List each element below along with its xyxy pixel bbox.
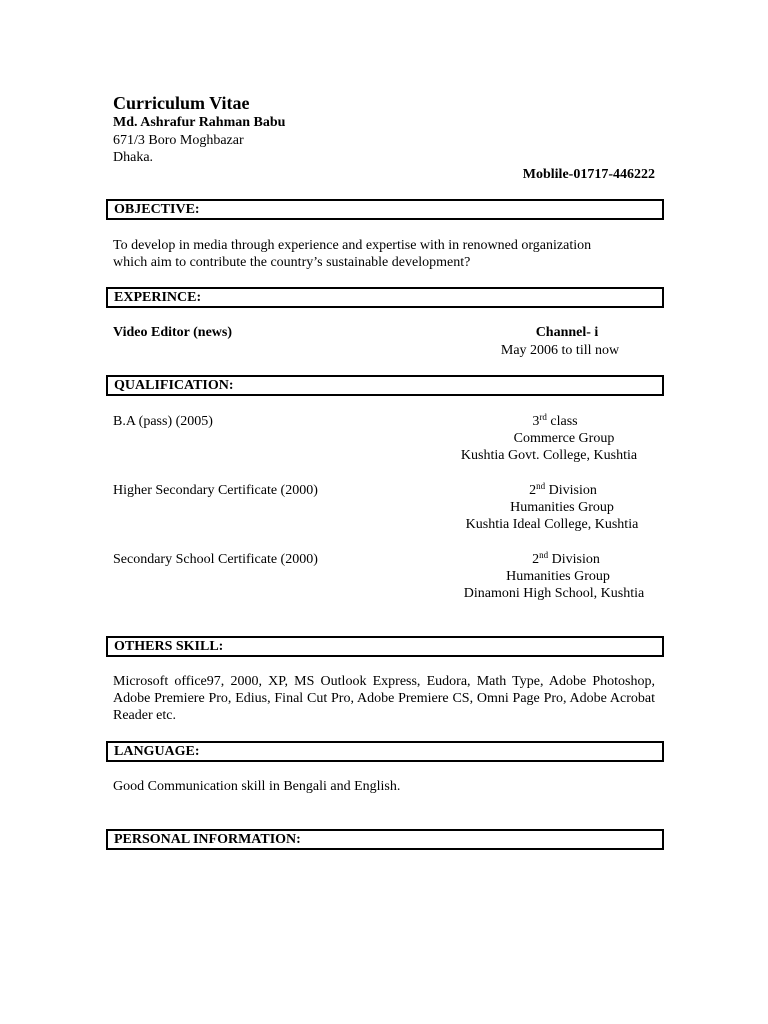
section-experience bbox=[106, 287, 664, 308]
skills-text: Microsoft office97, 2000, XP, MS Outlook Express, Eudora, Math Type, Adobe Photoshop, Adobe Premiere Pro, Edius, Final Cut Pro, Adobe Premiere CS, Omni Page Pro, Adobe Acrobat Reader etc. bbox=[113, 674, 655, 723]
section-heading: EXPERINCE: bbox=[114, 290, 202, 305]
objective-line-2: which aim to contribute the country’s sustainable development? bbox=[113, 255, 471, 270]
qualification-degree: B.A (pass) (2005) bbox=[113, 414, 213, 429]
address-line-1: 671/3 Boro Moghbazar bbox=[113, 133, 244, 148]
qualification-degree: Secondary School Certificate (2000) bbox=[113, 552, 318, 567]
address-line-2: Dhaka. bbox=[113, 150, 154, 165]
objective-line-1: To develop in media through experience and expertise with in renowned organization bbox=[113, 238, 592, 253]
section-others-skill bbox=[106, 636, 664, 657]
language-text: Good Communication skill in Bengali and English. bbox=[113, 779, 401, 794]
experience-company: Channel- i bbox=[535, 325, 599, 340]
section-qualification bbox=[106, 375, 664, 396]
qualification-institution: Dinamoni High School, Kushtia bbox=[463, 586, 645, 601]
section-heading: PERSONAL INFORMATION: bbox=[114, 832, 301, 847]
section-heading: LANGUAGE: bbox=[114, 744, 200, 759]
mobile-number: Moblile-01717-446222 bbox=[522, 167, 655, 182]
qualification-result: 2nd Division bbox=[529, 481, 597, 498]
section-personal-information bbox=[106, 829, 664, 850]
section-heading: OBJECTIVE: bbox=[114, 202, 200, 217]
qualification-group: Humanities Group bbox=[506, 569, 610, 584]
qualification-result: 2nd Division bbox=[532, 550, 600, 567]
section-heading: QUALIFICATION: bbox=[114, 378, 234, 393]
qualification-result: 3rd class bbox=[532, 412, 578, 429]
document-title: Curriculum Vitae bbox=[113, 93, 250, 113]
experience-period: May 2006 to till now bbox=[500, 343, 620, 358]
experience-role: Video Editor (news) bbox=[113, 325, 232, 340]
section-heading: OTHERS SKILL: bbox=[114, 639, 224, 654]
section-objective bbox=[106, 199, 664, 220]
qualification-group: Humanities Group bbox=[510, 500, 614, 515]
qualification-institution: Kushtia Ideal College, Kushtia bbox=[465, 517, 639, 532]
qualification-institution: Kushtia Govt. College, Kushtia bbox=[460, 448, 638, 463]
applicant-name: Md. Ashrafur Rahman Babu bbox=[113, 115, 286, 130]
section-language bbox=[106, 741, 664, 762]
qualification-degree: Higher Secondary Certificate (2000) bbox=[113, 483, 318, 498]
qualification-group: Commerce Group bbox=[513, 431, 615, 446]
